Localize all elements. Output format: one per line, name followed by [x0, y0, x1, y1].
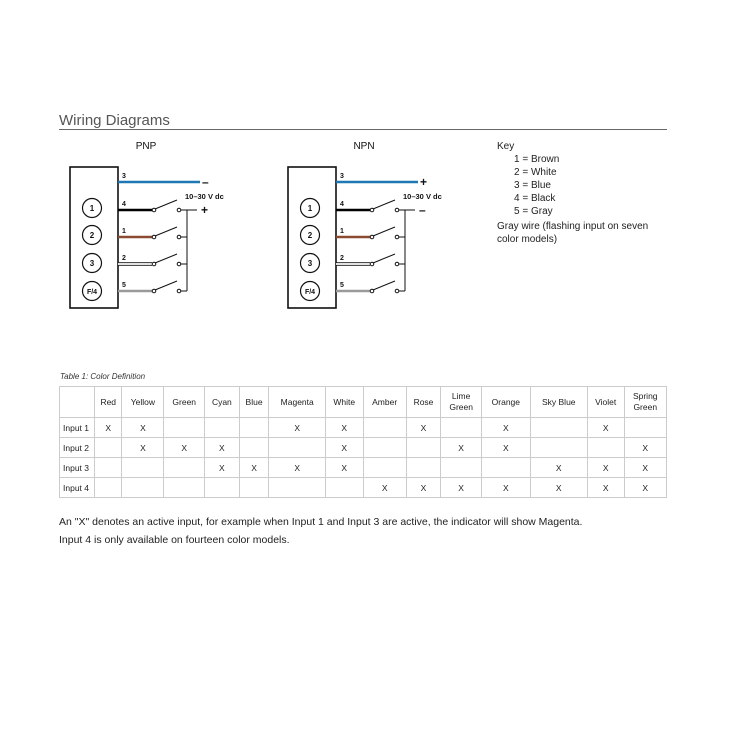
wire-label: 5 [122, 282, 126, 289]
header-row [60, 387, 667, 418]
switch-arm [373, 200, 395, 209]
key-item: 5 = Gray [514, 206, 553, 217]
npn-wiring-diagram [278, 138, 458, 318]
table-cell [239, 418, 269, 438]
color-header-text: Green [449, 402, 473, 412]
table-cell: X [624, 478, 667, 498]
table-row [60, 458, 667, 478]
color-header-text: Orange [491, 396, 521, 407]
table-cell: X [624, 438, 667, 458]
table-cell [269, 478, 325, 498]
table-cell: X [95, 418, 122, 438]
table-cell [164, 458, 205, 478]
title-rule [59, 129, 667, 130]
table-cell [363, 438, 406, 458]
color-header-text: Rose [413, 396, 434, 407]
wire-label: 1 [340, 228, 344, 235]
switch-contact [177, 235, 181, 239]
color-header [95, 387, 122, 418]
table-cell: X [205, 438, 240, 458]
pin-label: 1 [89, 204, 95, 213]
color-header-text: Spring [632, 391, 658, 401]
diagram-title: PNP [135, 141, 157, 152]
table-cell [239, 478, 269, 498]
supply-voltage: 10–30 V dc [185, 192, 224, 201]
supply-sign: + [201, 203, 209, 217]
switch-arm [373, 254, 395, 263]
table-cell: X [325, 418, 363, 438]
color-header [325, 387, 363, 418]
key-item: 4 = Black [514, 193, 556, 204]
table-cell: X [205, 458, 240, 478]
switch-contact [395, 208, 399, 212]
input-row-label: Input 2 [60, 438, 95, 458]
table-cell [530, 418, 587, 438]
key-list [497, 153, 662, 218]
switch-contact [177, 289, 181, 293]
table-cell [205, 478, 240, 498]
active-input-note: An "X" denotes an active input, for example when Input 1 and Input 3 are active, the indicator will show Magenta. [59, 516, 583, 528]
table-cell [95, 478, 122, 498]
diagram-title: NPN [353, 141, 375, 152]
table-cell [587, 438, 624, 458]
table-cell: X [406, 418, 441, 438]
color-header-text: Lime [451, 391, 471, 401]
color-header [363, 387, 406, 418]
wiring-svg [60, 138, 240, 318]
pin-label: 1 [307, 204, 313, 213]
top-sign: – [202, 175, 209, 189]
switch-contact [395, 235, 399, 239]
switch-arm [155, 227, 177, 236]
switch-contact [395, 262, 399, 266]
table-cell [205, 418, 240, 438]
table-cell [441, 418, 482, 438]
wire-label: 1 [122, 228, 126, 235]
color-header [205, 387, 240, 418]
table-cell [406, 438, 441, 458]
switch-contact [177, 208, 181, 212]
wire-label: 4 [122, 201, 126, 208]
color-header-text: Cyan [211, 396, 232, 407]
color-header-text: White [333, 396, 356, 407]
color-header [406, 387, 441, 418]
color-header-text: Magenta [280, 396, 314, 407]
table-row [60, 478, 667, 498]
switch-arm [373, 281, 395, 290]
table-cell [441, 458, 482, 478]
color-header [122, 387, 164, 418]
key-item: 3 = Blue [514, 180, 551, 191]
switch-arm [373, 227, 395, 236]
table-cell [122, 478, 164, 498]
input4-note: Input 4 is only available on fourteen color models. [59, 534, 290, 546]
table-row [60, 418, 667, 438]
table-body [60, 418, 667, 498]
table-cell [482, 458, 531, 478]
table-row [60, 438, 667, 458]
color-header-text: Blue [245, 396, 263, 407]
color-header [530, 387, 587, 418]
table-cell: X [122, 418, 164, 438]
table-cell: X [325, 458, 363, 478]
pin-label: 3 [89, 259, 95, 268]
table-cell: X [441, 478, 482, 498]
switch-arm [155, 200, 177, 209]
color-header [587, 387, 624, 418]
switch-arm [155, 281, 177, 290]
pnp-wiring-diagram [60, 138, 240, 318]
table-cell: X [624, 458, 667, 478]
color-definition-table [59, 386, 667, 498]
color-header-text: Green [172, 396, 197, 407]
table-cell [95, 458, 122, 478]
color-header [482, 387, 531, 418]
switch-arm [155, 254, 177, 263]
table-cell: X [269, 418, 325, 438]
color-header [164, 387, 205, 418]
color-header-text: Amber [372, 396, 398, 407]
table-cell [164, 418, 205, 438]
wire-label: 3 [340, 173, 344, 180]
wiring-svg [278, 138, 458, 318]
switch-contact [395, 289, 399, 293]
table-caption: Table 1: Color Definition [60, 372, 146, 381]
table-cell: X [530, 478, 587, 498]
section-title: Wiring Diagrams [59, 112, 170, 129]
table-cell [624, 418, 667, 438]
table-cell [325, 478, 363, 498]
table-cell [363, 458, 406, 478]
color-header [624, 387, 667, 418]
wire-label: 4 [340, 201, 344, 208]
table-cell: X [325, 438, 363, 458]
table-cell [164, 478, 205, 498]
table-cell: X [587, 478, 624, 498]
input-row-label: Input 3 [60, 458, 95, 478]
table-cell [95, 438, 122, 458]
table-cell: X [269, 458, 325, 478]
table-cell [239, 438, 269, 458]
table-cell: X [363, 478, 406, 498]
color-header-text: Green [633, 402, 658, 412]
table-header [60, 387, 667, 418]
input-row-label: Input 4 [60, 478, 95, 498]
wire-label: 2 [122, 255, 126, 262]
table-cell [269, 438, 325, 458]
input-row-label: Input 1 [60, 418, 95, 438]
key-item: 1 = Brown [514, 154, 560, 165]
table-cell: X [406, 478, 441, 498]
table-cell [122, 458, 164, 478]
table-cell: X [587, 418, 624, 438]
table-corner-cell [60, 387, 95, 418]
key-note: Gray wire (flashing input on seven color models) [497, 221, 649, 245]
wire-color-key [497, 140, 662, 246]
wire-label: 5 [340, 282, 344, 289]
table-cell [406, 458, 441, 478]
switch-contact [177, 262, 181, 266]
supply-sign: – [419, 203, 426, 217]
key-item: 2 = White [514, 167, 557, 178]
color-header-text: Red [100, 396, 117, 407]
table-cell: X [482, 438, 531, 458]
color-header-text: Violet [595, 396, 617, 407]
table-cell: X [164, 438, 205, 458]
color-header-text: Sky Blue [541, 396, 576, 407]
table-cell [530, 438, 587, 458]
table-cell: X [587, 458, 624, 478]
wire-label: 2 [340, 255, 344, 262]
pin-label: 2 [89, 231, 95, 240]
table-cell [363, 418, 406, 438]
table-cell: X [482, 478, 531, 498]
table-cell: X [441, 438, 482, 458]
key-title: Key [497, 141, 515, 152]
pin-label: F/4 [86, 289, 98, 296]
pin-label: F/4 [304, 289, 316, 296]
pin-label: 2 [307, 231, 313, 240]
color-header [441, 387, 482, 418]
color-header [269, 387, 325, 418]
table-cell: X [530, 458, 587, 478]
color-header [239, 387, 269, 418]
pin-label: 3 [307, 259, 313, 268]
table-cell: X [482, 418, 531, 438]
top-sign: + [420, 175, 428, 189]
table-cell: X [122, 438, 164, 458]
color-header-text: Yellow [130, 396, 156, 407]
table-cell: X [239, 458, 269, 478]
supply-voltage: 10–30 V dc [403, 192, 442, 201]
wire-label: 3 [122, 173, 126, 180]
